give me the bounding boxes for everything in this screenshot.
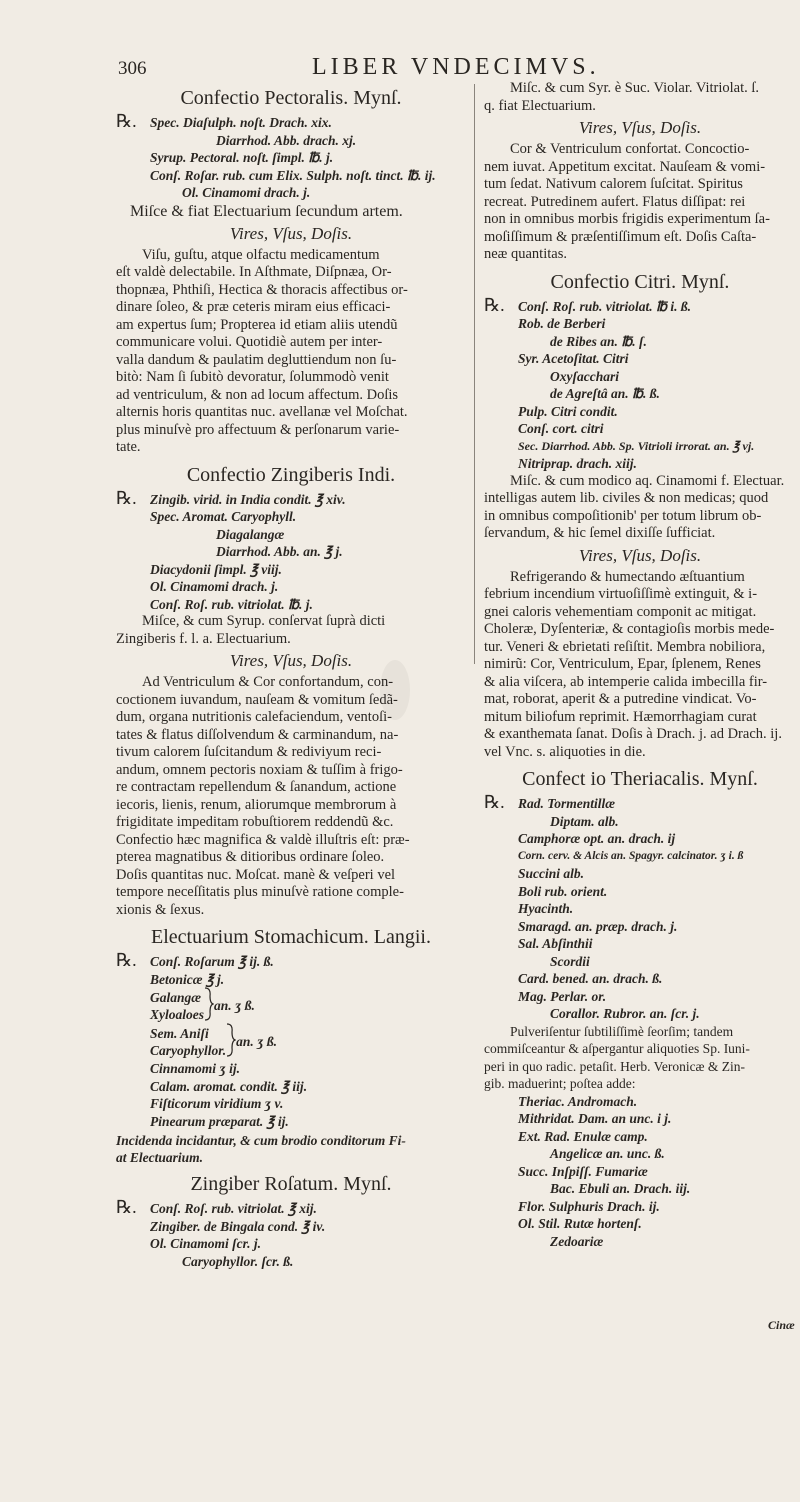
- text-line: recreat. Putredinem aufert. Flatus diſſipat: rei: [484, 193, 746, 210]
- text-line: tum ſedat. Nativum calorem ſuſcitat. Spiritus: [484, 176, 743, 192]
- ingredient-line: Caryophyllor. ſcr. ß.: [182, 1253, 294, 1269]
- ingredient-line: de Ribes an. ℔. ſ.: [550, 333, 647, 349]
- text-line: nem iuvat. Appetitum excitat. Nauſeam & vomi-: [484, 158, 766, 175]
- ingredient-line: Scordii: [550, 953, 590, 969]
- right-column: [484, 80, 796, 1250]
- ingredient-line: Diarrhod. Abb. an. ℥ j.: [216, 544, 343, 559]
- text-line: Miſc. & cum Syr. è Suc. Violar. Vitriolat. ſ.: [510, 80, 760, 96]
- text-line: tur. Veneri & ebrietati reſiſtit. Membra nobiliora,: [484, 638, 766, 655]
- ingredient-line: Mithridat. Dam. an unc. i j.: [518, 1111, 672, 1126]
- ingredient-line: Diacydonii ſimpl. ℥ viij.: [150, 561, 282, 577]
- text-line: non in omnibus morbis frigidis experimentum ſa-: [484, 211, 770, 227]
- text-line: Pulveriſentur ſubtiliſſimè ſeorſim; tandem: [510, 1023, 734, 1039]
- text-line: Cor & Ventriculum confortat. Concoctio-: [510, 141, 750, 157]
- ingredient-line: Syrup. Pectoral. noſt. ſimpl. ℔. j.: [150, 150, 334, 165]
- ingredient-line: Ol. Cinamomi drach. j.: [150, 579, 279, 594]
- ingredient-line: Smaragd. an. præp. drach. j.: [518, 918, 678, 934]
- ingredient-line: Mag. Perlar. or.: [518, 988, 607, 1004]
- ingredient-line: Spec. Diaſulph. noſt. Drach. xix.: [150, 115, 332, 130]
- ingredient-line: Conſ. Roſ. rub. vitriolat. ℥ xij.: [150, 1201, 317, 1216]
- text-line: bitò: Nam ſi ſubitò devoratur, ſolummodò venit: [116, 369, 389, 385]
- recipe-symbol: ℞.: [116, 1197, 137, 1217]
- ingredient-line: Sec. Diarrhod. Abb. Sp. Vitrioli irrorat. an. ℥ vj.: [518, 438, 755, 453]
- text-line: andum, omnem pectoris noxiam & tuſſim à frigo-: [116, 761, 403, 778]
- ingredient-line: Caryophyllor.: [150, 1043, 227, 1058]
- section-electuarium-stomachicum: [116, 925, 466, 1166]
- section-continued: [484, 80, 796, 264]
- text-line: tempore neceſſitatis plus minuſvè ratione comple-: [116, 884, 404, 900]
- ingredient-line: Bac. Ebuli an. Drach. iij.: [550, 1181, 691, 1196]
- ingredient-line: Pulp. Citri condit.: [518, 403, 618, 419]
- text-line: tivum calorem ſuſcitandum & rediviyum reci-: [116, 744, 382, 760]
- recipe-symbol: ℞.: [484, 792, 505, 812]
- ingredient-line: Ol. Stil. Rutæ hortenſ.: [518, 1216, 642, 1231]
- ingredient-line: Calam. aromat. condit. ℥ iij.: [150, 1078, 308, 1094]
- ingredient-line: Theriac. Andromach.: [518, 1093, 638, 1109]
- text-line: mitum biliofum reprimit. Hæmorrhagiam curat: [484, 708, 757, 725]
- ingredient-line: Diagalangæ: [216, 526, 285, 542]
- section-title: Confectio Zingiberis Indi.: [186, 463, 396, 486]
- text-line: gib. maduerint; poſtea adde:: [484, 1076, 636, 1091]
- page-number: 306: [118, 58, 147, 79]
- text-line: vel Vnc. s. aliquoties in die.: [484, 743, 646, 760]
- ingredient-line: Zingiber. de Bingala cond. ℥ iv.: [150, 1218, 326, 1234]
- text-line: re contractam repellendum & ſanandum, actione: [116, 779, 397, 795]
- ingredient-line: Diptam. alb.: [550, 813, 619, 829]
- recipe-symbol: ℞.: [116, 111, 137, 131]
- section-zingiber-rosatum: [116, 1172, 466, 1270]
- section-confectio-pectoralis: [116, 86, 466, 457]
- ingredient-line: Camphoræ opt. an. drach. ij: [518, 831, 676, 846]
- ingredient-line: Conſ. Roſar. rub. cum Elix. Sulph. noſt. tinct. ℔. ij.: [150, 167, 436, 183]
- ingredient-line: Angelicæ an. unc. ß.: [550, 1146, 665, 1161]
- text-line: gnei caloris vehementiam componit ac mitigat.: [484, 603, 757, 620]
- section-title: Confectio Citri. Mynſ.: [550, 270, 730, 293]
- text-line: febrium incendium virtuoſiſſimè extinguit, & i-: [484, 586, 758, 602]
- text-line: xionis & ſexus.: [116, 901, 205, 918]
- section-title: Zingiber Roſatum. Mynſ.: [190, 1173, 392, 1195]
- ingredient-line: Syr. Acetoſitat. Citri: [518, 351, 629, 366]
- text-line: eſt valdè delectabile. In Aſthmate, Diſpnæa, Or-: [116, 264, 392, 280]
- text-line: Viſu, guſtu, atque olfactu medicamentum: [142, 246, 380, 263]
- ingredient-line: Oxyſacchari: [550, 368, 619, 384]
- recipe-symbol: ℞.: [116, 950, 137, 970]
- ingredient-line: Ol. Cinamomi drach. j.: [182, 185, 311, 200]
- ingredient-line: Succ. Inſpiſſ. Fumariæ: [518, 1163, 648, 1179]
- ingredient-line: Rad. Tormentillæ: [518, 796, 616, 811]
- text-line: Zingiberis f. l. a. Electuarium.: [116, 630, 291, 647]
- text-line: communicare volui. Quotidiè autem per inter-: [116, 334, 383, 350]
- text-line: am expertus ſum; Propterea id etiam aliis utendũ: [116, 316, 398, 333]
- text-line: plus minuſvè pro affectuum & perſonarum varie-: [116, 421, 400, 438]
- brace-icon: [204, 987, 214, 1026]
- page-header: [0, 52, 800, 82]
- ingredient-line: Sal. Abſinthii: [518, 936, 593, 951]
- section-title: Electuarium Stomachicum. Langii.: [151, 926, 431, 948]
- ingredient-line: Spec. Aromat. Caryophyll.: [150, 509, 297, 524]
- column-divider: [474, 84, 475, 664]
- section-confectio-theriacalis: [484, 767, 796, 1250]
- text-line: q. fiat Electuarium.: [484, 97, 596, 114]
- text-line: dum, organa nutritionis calefaciendum, ventoſi-: [116, 709, 392, 725]
- ingredient-line: Ol. Cinamomi ſcr. j.: [150, 1236, 262, 1251]
- text-line: & alia viſcera, ab intemperie calida imbecilla fir-: [484, 673, 768, 690]
- text-line: Doſis quantitas nuc. Moſcat. manè & veſperi vel: [116, 866, 396, 883]
- ingredient-line: Diarrhod. Abb. drach. xj.: [216, 132, 357, 148]
- ingredient-line: Card. bened. an. drach. ß.: [518, 971, 663, 986]
- text-line: dinare ſoleo, & præ ceteris miram eius efficaci-: [116, 299, 391, 315]
- ingredient-line: Ext. Rad. Enulæ camp.: [518, 1128, 648, 1144]
- text-line: iecoris, lienis, renum, aliorumque membrorum à: [116, 796, 397, 813]
- ingredient-line: Zingib. virid. in India condit. ℥ xiv.: [150, 491, 346, 507]
- ingredient-line: Succini alb.: [518, 866, 585, 881]
- text-line: Incidenda incidantur, & cum brodio conditorum Fi-: [116, 1133, 406, 1148]
- text-line: ſervandum, & hic ſemel dixiſſe ſufficiat.: [484, 525, 716, 541]
- ingredient-line: Rob. de Berberi: [518, 316, 606, 331]
- text-line: Miſce, & cum Syrup. conſervat ſuprà dicti: [142, 613, 386, 629]
- subheading: Vires, Vſus, Doſis.: [229, 223, 353, 243]
- brace-icon: [226, 1023, 236, 1062]
- text-line: valla dandum & paulatim degluttiendum non ſu-: [116, 351, 397, 368]
- text-line: thopnæa, Phthiſi, Hectica & thoracis affectibus or-: [116, 281, 408, 298]
- text-line: tate.: [116, 439, 141, 455]
- text-line: neæ quantitas.: [484, 246, 567, 262]
- text-line: tates & flatus diſſolvendum & carminandum, na-: [116, 726, 399, 743]
- left-column: [116, 80, 466, 1270]
- text-line: moſiſſimum & præſentiſſimum eſt. Doſis Caſta-: [484, 228, 757, 245]
- running-title: LIBER VNDECIMVS.: [312, 54, 600, 80]
- section-title: Confectio Pectoralis. Mynſ.: [180, 87, 402, 109]
- text-line: Confectio hæc magnifica & valdè illuſtris eſt: præ-: [116, 831, 410, 848]
- ingredient-line: Zedoariæ: [550, 1233, 604, 1249]
- ingredient-group: [116, 1024, 466, 1060]
- ingredient-amount: an. ʒ ß.: [214, 998, 255, 1014]
- text-line: Refrigerando & humectando æſtuantium: [510, 568, 745, 585]
- ingredient-line: Betonicæ ℥ j.: [150, 971, 225, 987]
- text-line: frigiditate impeditam robuſtiorem reddendũ &c.: [116, 814, 394, 830]
- text-line: & exanthemata ſanat. Doſis à Drach. j. ad Drach. ij.: [484, 726, 782, 742]
- text-line: Miſc. & cum modico aq. Cinamomi f. Electuar.: [510, 472, 785, 489]
- subheading: Vires, Vſus, Doſis.: [578, 545, 702, 565]
- ingredient-line: Galangæ: [150, 989, 202, 1005]
- text-line: mat, roborat, aperit & a putredine vindicat. Vo-: [484, 691, 757, 707]
- ingredient-line: Flor. Sulphuris Drach. ij.: [518, 1198, 660, 1214]
- text-line: pterea magnatibus & ditioribus ordinare ſoleo.: [116, 849, 385, 865]
- ingredient-line: Nitriprap. drach. xiij.: [518, 456, 637, 471]
- ingredient-line: Corn. cerv. & Alcis an. Spagyr. calcinator. ʒ i. ß: [518, 849, 744, 862]
- text-line: in omnibus compoſitionib' per totum librum ob-: [484, 507, 762, 524]
- ingredient-line: de Agreſtâ an. ℔. ß.: [550, 386, 660, 401]
- text-line: coctionem iuvandum, nauſeam & vomitum ſedã-: [116, 691, 398, 708]
- ingredient-amount: an. ʒ ß.: [236, 1034, 278, 1050]
- subheading: Vires, Vſus, Doſis.: [578, 118, 702, 137]
- ingredient-line: Xyloaloes: [150, 1007, 204, 1022]
- recipe-symbol: ℞.: [116, 487, 137, 508]
- catchword: Cinæ: [768, 1318, 795, 1332]
- text-line: alternis horis quantitas nuc. avellanæ vel Moſchat.: [116, 404, 408, 420]
- ingredient-line: Cinnamomi ʒ ij.: [150, 1061, 241, 1076]
- ingredient-line: Conſ. cort. citri: [518, 421, 604, 436]
- ingredient-line: Pinearum præparat. ℥ ij.: [150, 1113, 289, 1129]
- section-confectio-zingiberis: [116, 463, 466, 920]
- text-line: ad ventriculum, & non ad locum affectum. Doſis: [116, 386, 399, 403]
- section-title: Confect io Theriacalis. Mynſ.: [522, 768, 758, 790]
- text-line: at Electuarium.: [116, 1150, 204, 1165]
- text-line: Choleræ, Dyſenteriæ, & contagioſis morbis mede-: [484, 621, 775, 637]
- recipe-symbol: ℞.: [484, 294, 505, 315]
- ingredient-line: Conſ. Roſ. rub. vitriolat. ℔ i. ß.: [518, 298, 692, 314]
- text-line: intelligas autem lib. civiles & non medicas; quod: [484, 490, 769, 506]
- ingredient-group: [116, 988, 466, 1024]
- ingredient-line: Boli rub. orient.: [518, 883, 608, 899]
- text-line: Ad Ventriculum & Cor confortandum, con-: [142, 674, 394, 690]
- section-confectio-citri: [484, 270, 796, 762]
- ingredient-line: Conſ. Roſ. rub. vitriolat. ℔. j.: [150, 596, 313, 612]
- subheading: Vires, Vſus, Doſis.: [229, 651, 353, 670]
- text-line: commiſceantur & aſpergantur aliquoties Sp. Iuni-: [484, 1041, 750, 1056]
- ingredient-line: Sem. Aniſi: [150, 1025, 209, 1041]
- ingredient-line: Hyacinth.: [518, 901, 574, 916]
- text-line: peri in quo radic. petaſit. Herb. Veronicæ & Zin-: [484, 1058, 746, 1074]
- ingredient-line: Fiſticorum viridium ʒ v.: [150, 1096, 284, 1111]
- ingredient-line: Corallor. Rubror. an. ſcr. j.: [550, 1006, 700, 1021]
- text-line: nimirũ: Cor, Ventriculum, Epar, ſplenem, Renes: [484, 656, 761, 672]
- ingredient-line: Conſ. Roſarum ℥ ij. ß.: [150, 954, 274, 969]
- text-line: Miſce & fiat Electuarium ſecundum artem.: [130, 202, 403, 220]
